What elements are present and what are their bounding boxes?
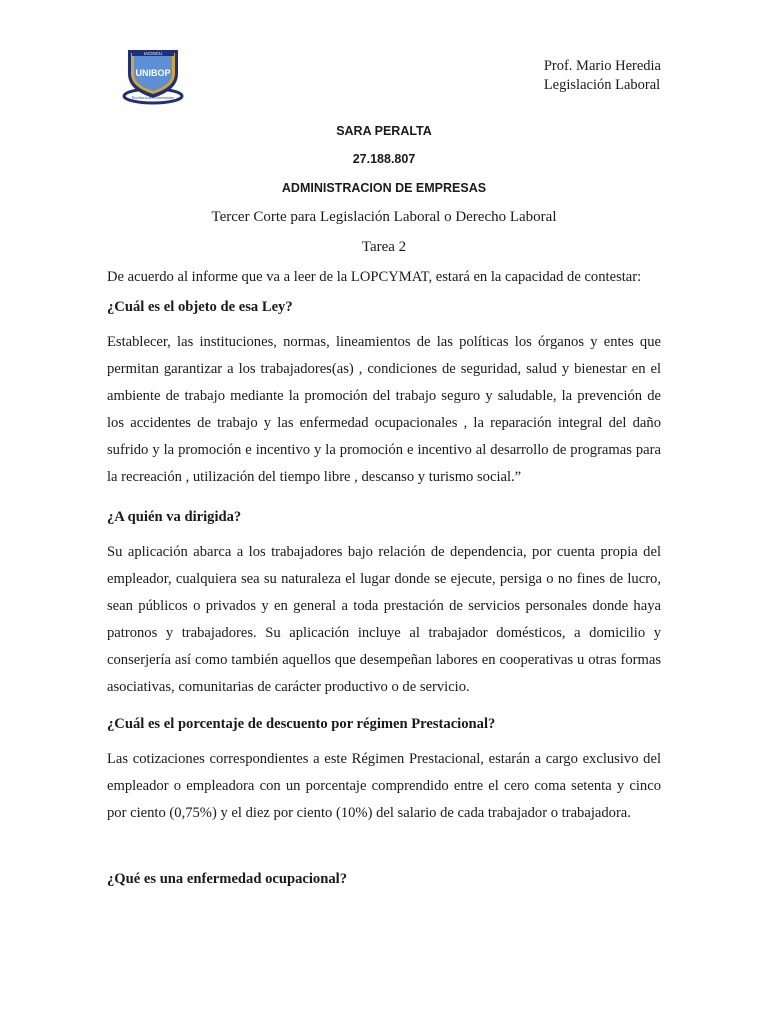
student-name: SARA PERALTA bbox=[336, 124, 432, 138]
question-1: ¿Cuál es el objeto de esa Ley? bbox=[107, 299, 293, 315]
career-name: ADMINISTRACION DE EMPRESAS bbox=[281, 181, 487, 195]
logo-name-text: UNIBOP bbox=[135, 68, 171, 78]
professor-name: Prof. Mario Heredia bbox=[543, 58, 661, 74]
question-2: ¿A quién va dirigida? bbox=[107, 509, 242, 525]
professor-block bbox=[544, 57, 661, 95]
intro-text: De acuerdo al informe que va a leer de la LOPCYMAT, estará en la capacidad de contestar: bbox=[107, 269, 642, 285]
question-3: ¿Cuál es el porcentaje de descuento por régimen Prestacional? bbox=[107, 716, 496, 732]
logo-top-text: IACINCU bbox=[143, 51, 163, 56]
document-title: Tercer Corte para Legislación Laboral o Derecho Laboral bbox=[211, 209, 557, 225]
university-crest-icon bbox=[120, 44, 186, 106]
task-label: Tarea 2 bbox=[361, 239, 407, 255]
question-4: ¿Qué es una enfermedad ocupacional? bbox=[107, 871, 347, 887]
answer-1: Establecer, las instituciones, normas, lineamientos de las políticas los órganos y entes que permitan garantizar a los trabajadores(as) , condiciones de seguridad, salud y bienestar en el ambiente de trabajo mediante la promoción del trabajo seguro y saludable, la prevención de los accidentes de trabajo y las enfermedad ocupacionales , la reparación integral del daño sufrido y la promoción e incentivo y la promoción e incentivo al desarrollo de programas para la recreación , utilización del tiempo libre , descanso y turismo social.” bbox=[107, 334, 661, 485]
answer-2: Su aplicación abarca a los trabajadores bajo relación de dependencia, por cuenta propia del empleador, cualquiera sea su naturaleza el lugar donde se ejecute, persiga o no fines de lucro, sean públicos o privados y en general a toda prestación de servicios personales donde haya patronos y trabajadores. Su aplicación incluye al trabajador domésticos, a domicilio y conserjería así como también aquellos que desempeñan labores en cooperativas u otras formas asociativas, comunitarias de carácter productivo o de servicio. bbox=[107, 544, 661, 695]
student-id: 27.188.807 bbox=[352, 152, 416, 166]
logo-motto-text: Excelencia del Conocimiento bbox=[131, 96, 175, 100]
answer-3: Las cotizaciones correspondientes a este Régimen Prestacional, estarán a cargo exclusivo del empleador o empleadora con un porcentaje comprendido entre el cero coma setenta y cinco por ciento (0,75%) y el diez por ciento (10%) del salario de cada trabajador o trabajadora. bbox=[107, 751, 661, 821]
subject-name: Legislación Laboral bbox=[543, 77, 661, 93]
